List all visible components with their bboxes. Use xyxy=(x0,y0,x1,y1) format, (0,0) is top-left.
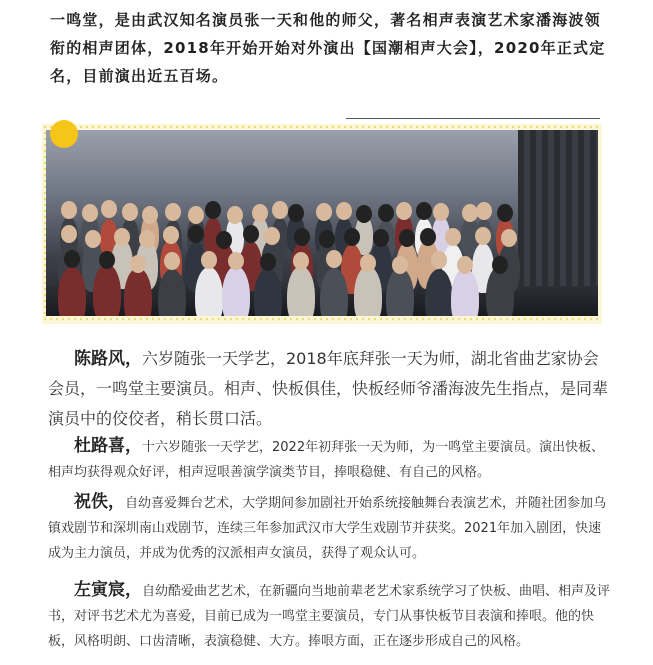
crowd-person-head xyxy=(356,205,372,223)
crowd-person-head xyxy=(99,251,115,269)
crowd-person-head xyxy=(227,206,243,224)
crowd-person-head xyxy=(433,203,449,221)
crowd-person-head xyxy=(164,252,180,270)
crowd-person-head xyxy=(188,225,204,243)
photo-frame xyxy=(42,124,602,324)
crowd-person-head xyxy=(396,202,412,220)
crowd-person-head xyxy=(188,206,204,224)
member-bio-3 xyxy=(48,490,614,566)
crowd-person-head xyxy=(114,228,130,246)
crowd-person-head xyxy=(139,230,155,248)
crowd-person-head xyxy=(142,206,158,224)
crowd-person-head xyxy=(399,229,415,247)
crowd-person xyxy=(124,268,152,316)
crowd-person-head xyxy=(492,256,508,274)
crowd-person xyxy=(354,266,382,316)
crowd-person-head xyxy=(445,228,461,246)
crowd-person-head xyxy=(336,202,352,220)
crowd-person-head xyxy=(122,203,138,221)
crowd-person-head xyxy=(165,203,181,221)
crowd-person-head xyxy=(61,201,77,219)
crowd-person-head xyxy=(326,250,342,268)
member-bio-4 xyxy=(48,578,614,654)
crowd-person-head xyxy=(288,204,304,222)
crowd-person-head xyxy=(85,230,101,248)
crowd-person-head xyxy=(205,201,221,219)
member-bio-text: 六岁随张一天学艺，2018年底拜张一天为师，湖北省曲艺家协会会员，一鸣堂主要演员。相声、快板俱佳，快板经师爷潘海波先生指点，是同辈演员中的佼佼者，稍长贯口活。 xyxy=(48,349,609,428)
crowd-person-head xyxy=(431,251,447,269)
crowd-person-head xyxy=(252,204,268,222)
crowd-person-head xyxy=(475,227,491,245)
crowd-person-head xyxy=(130,255,146,273)
intro-paragraph: 一鸣堂，是由武汉知名演员张一天和他的师父，著名相声表演艺术家潘海波领衔的相声团体，2018年开始开始对外演出【国潮相声大会】，2020年正式定名，目前演出近五百场。 xyxy=(50,11,606,85)
crowd-person-head xyxy=(216,231,232,249)
crowd-person-head xyxy=(272,201,288,219)
crowd-person xyxy=(58,267,86,316)
crowd-person-head xyxy=(101,200,117,218)
crowd-person-head xyxy=(201,251,217,269)
crowd-person xyxy=(158,269,186,316)
crowd-person-head xyxy=(264,227,280,245)
crowd-person-head xyxy=(476,202,492,220)
crowd-person xyxy=(254,268,282,316)
group-photo xyxy=(46,130,598,316)
member-bio-text: 十六岁随张一天学艺，2022年初拜张一天为师，为一鸣堂主要演员。演出快板、相声均获得观众好评，相声逗哏善演学演类节目，捧哏稳健、有自己的风格。 xyxy=(48,440,605,480)
crowd-person-head xyxy=(378,204,394,222)
crowd-person-head xyxy=(82,204,98,222)
crowd-person-head xyxy=(260,253,276,271)
crowd-person-head xyxy=(61,225,77,243)
crowd-person-head xyxy=(416,202,432,220)
member-name: 陈路风， xyxy=(74,349,142,369)
crowd-person xyxy=(320,268,348,316)
member-bio-1 xyxy=(48,344,614,434)
member-bio-text: 自幼酷爱曲艺艺术，在新疆向当地前辈老艺术家系统学习了快板、曲唱、相声及评书，对评书艺术尤为喜爱，目前已成为一鸣堂主要演员，专门从事快板节目表演和捧哏。他的快板，风格明朗、口齿清晰，表演稳健、大方。捧哏方面，正在逐步形成自己的风格。 xyxy=(48,584,611,649)
crowd-person-head xyxy=(294,228,310,246)
divider-line xyxy=(346,118,600,119)
member-bio-2 xyxy=(48,434,614,485)
crowd-person-head xyxy=(501,229,517,247)
crowd-person xyxy=(195,267,223,316)
member-name: 杜路喜， xyxy=(74,436,142,456)
crowd-person xyxy=(93,264,121,316)
crowd-person-head xyxy=(344,228,360,246)
crowd-person-head xyxy=(316,203,332,221)
member-name: 祝佚， xyxy=(74,492,125,512)
decorative-yellow-dot xyxy=(50,120,78,148)
member-bio-text: 自幼喜爱舞台艺术，大学期间参加剧社开始系统接触舞台表演艺术，并随社团参加乌镇戏剧节和深圳南山戏剧节，连续三年参加武汉市大学生戏剧节并获奖。2021年加入剧团，快速成为主力演员，并成为优秀的汉派相声女演员，获得了观众认可。 xyxy=(48,496,607,561)
crowd-person xyxy=(287,266,315,316)
crowd-person-head xyxy=(373,229,389,247)
member-name: 左寅宸， xyxy=(74,580,142,600)
crowd-person-head xyxy=(163,226,179,244)
crowd-person-head xyxy=(64,250,80,268)
crowd-person-head xyxy=(497,204,513,222)
